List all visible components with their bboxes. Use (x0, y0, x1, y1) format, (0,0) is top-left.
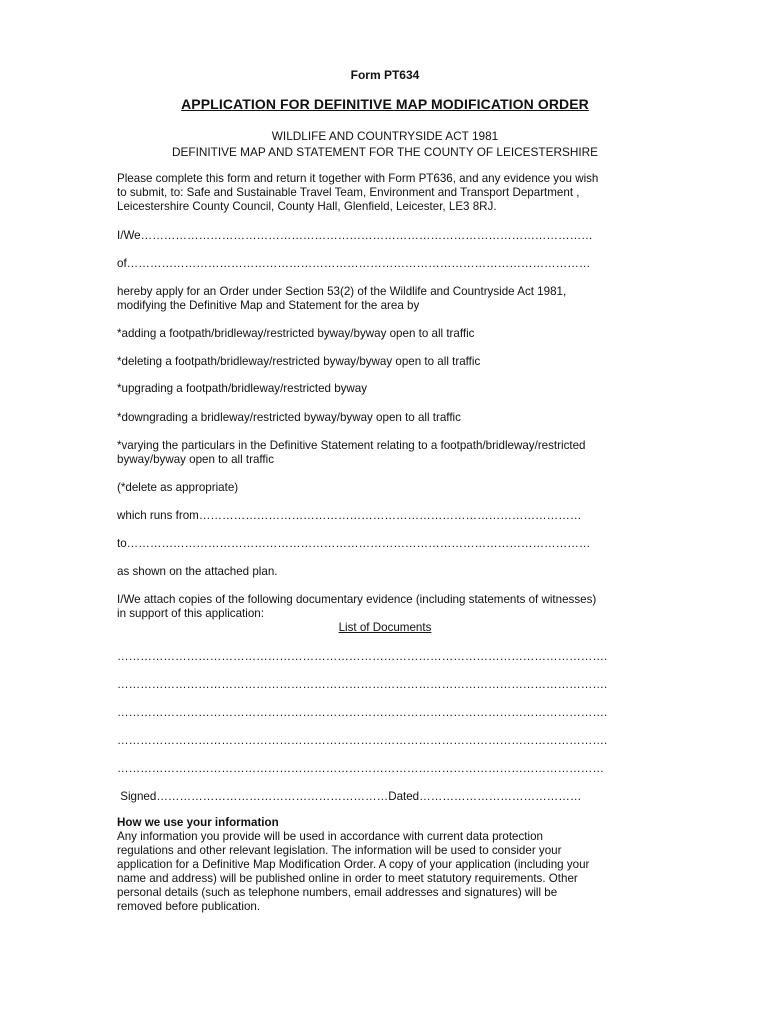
list-of-documents-heading: List of Documents (338, 621, 432, 634)
apply-line-1: hereby apply for an Order under Section 53(2) of the Wildlife and Countryside Act 1981, (117, 285, 567, 298)
document-line[interactable]: ………………………………………………………………………………………………………………. (117, 678, 608, 691)
region-subtitle: DEFINITIVE MAP AND STATEMENT FOR THE COUNTY OF LEICESTERSHIRE (171, 145, 599, 159)
intro-line-1: Please complete this form and return it together with Form PT636, and any evidence you wish (117, 172, 599, 185)
option-deleting[interactable]: *deleting a footpath/bridleway/restricted byway/byway open to all traffic (117, 355, 481, 368)
document-line[interactable]: ………………………………………………………………………………………………………………. (117, 734, 608, 747)
page-title: APPLICATION FOR DEFINITIVE MAP MODIFICATION ORDER (181, 96, 589, 112)
privacy-line: personal details (such as telephone numbers, email addresses and signatures) will be (117, 886, 558, 899)
signed-dated-field[interactable]: Signed……………………………………………………Dated…………………………………… (117, 790, 582, 803)
runs-from-field[interactable]: which runs from……………………………………………………………………………………… (117, 509, 582, 522)
privacy-line: removed before publication. (117, 900, 261, 913)
privacy-line: application for a Definitive Map Modification Order. A copy of your application (including your (117, 858, 590, 871)
applicant-name-field[interactable]: I/We……………………………………………………………………………………………………… (117, 229, 593, 242)
evidence-line-2: in support of this application: (117, 607, 264, 620)
intro-line-3: Leicestershire County Council, County Hall, Glenfield, Leicester, LE3 8RJ. (117, 200, 497, 213)
attached-plan-note: as shown on the attached plan. (117, 565, 278, 578)
privacy-heading: How we use your information (117, 816, 279, 829)
option-downgrading[interactable]: *downgrading a bridleway/restricted byway/byway open to all traffic (117, 411, 461, 424)
privacy-line: Any information you provide will be used in accordance with current data protection (117, 830, 543, 843)
intro-line-2: to submit, to: Safe and Sustainable Travel Team, Environment and Transport Department , (117, 186, 580, 199)
apply-line-2: modifying the Definitive Map and Statement for the area by (117, 299, 420, 312)
delete-note: (*delete as appropriate) (117, 481, 239, 494)
document-line[interactable]: ………………………………………………………………………………………………………………. (117, 650, 608, 663)
form-id: Form PT634 (350, 68, 420, 82)
applicant-address-field[interactable]: of………………………………………………………………………………………………………… (117, 257, 591, 270)
evidence-line-1: I/We attach copies of the following documentary evidence (including statements of witnesses) (117, 593, 597, 606)
document-line[interactable]: ………………………………………………………………………………………………………………. (117, 706, 608, 719)
document-line[interactable]: ……………………………………………………………………………………………………………… (117, 762, 604, 775)
privacy-line: name and address) will be published online in order to meet statutory requirements. Other (117, 872, 578, 885)
option-varying-line-2[interactable]: byway/byway open to all traffic (117, 453, 275, 466)
runs-to-field[interactable]: to………………………………………………………………………………………………………… (117, 537, 591, 550)
privacy-line: regulations and other relevant legislation. The information will be used to consider your (117, 844, 562, 857)
option-adding[interactable]: *adding a footpath/bridleway/restricted byway/byway open to all traffic (117, 327, 475, 340)
act-subtitle: WILDLIFE AND COUNTRYSIDE ACT 1981 (271, 129, 499, 143)
option-varying-line-1[interactable]: *varying the particulars in the Definitive Statement relating to a footpath/bridleway/restricted (117, 439, 586, 452)
option-upgrading[interactable]: *upgrading a footpath/bridleway/restricted byway (117, 382, 368, 395)
